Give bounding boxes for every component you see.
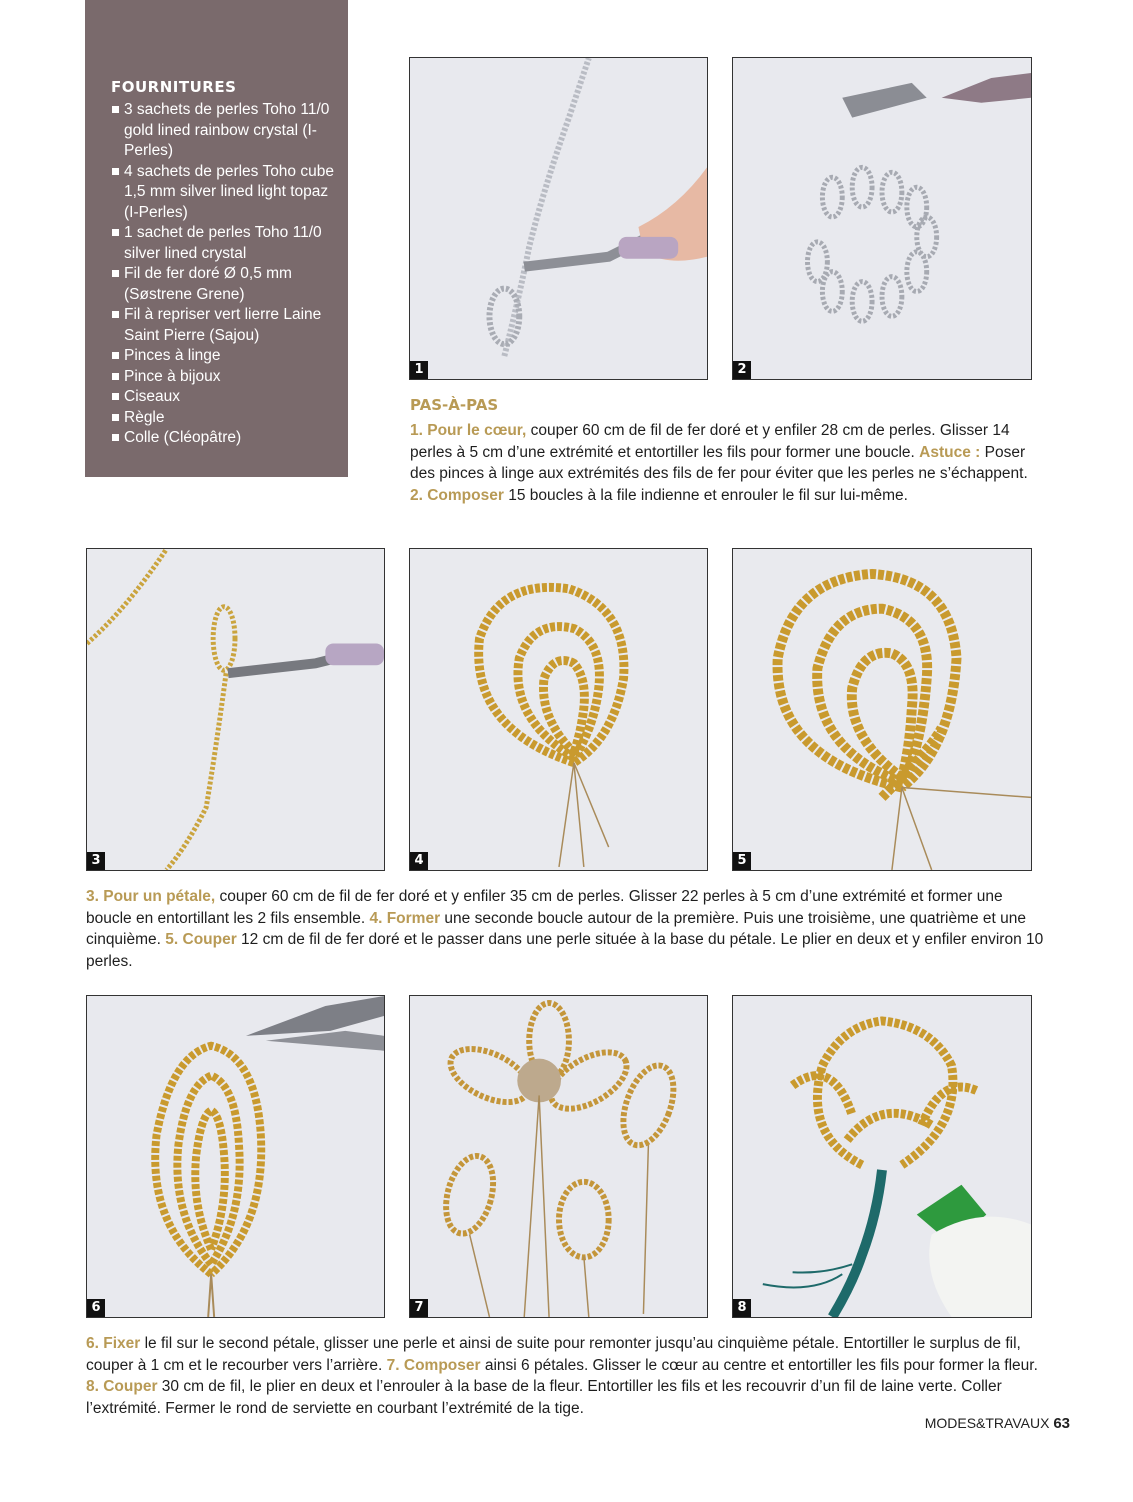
instructions-block-1 [410,420,1040,506]
photo-step-1 [409,57,708,380]
photo-step-8 [732,995,1032,1318]
supplies-title: FOURNITURES [111,78,237,96]
supplies-list [111,100,334,449]
wire-loop-illustration [410,58,707,379]
photo-number: 8 [733,1299,751,1317]
petal-loops-illustration [410,549,707,870]
petals-assembly-illustration [410,996,707,1317]
step-2-text: 15 boucles à la file indienne et enrouler le fil sur lui-même. [503,486,908,504]
steps-heading: PAS-À-PAS [410,396,499,414]
step-1-text: couper 60 cm de fil de fer doré et y enfiler 28 cm de perles. Glisser 14 perles à 5 cm d’une extrémité et entortiller les fils pour former une boucle. [410,422,1010,461]
instructions-block-3 [86,1333,1046,1419]
finished-petal-illustration [87,996,384,1317]
supplies-box [85,0,348,477]
page-footer [925,1415,1070,1432]
photo-step-4 [409,548,708,871]
supply-item: 3 sachets de perles Toho 11/0 gold lined rainbow crystal (I-Perles) [111,100,334,162]
tip-label: Astuce : [919,443,981,461]
supply-item: Règle [111,408,334,429]
photo-step-6 [86,995,385,1318]
photo-step-5 [732,548,1032,871]
step-3-text: couper 60 cm de fil de fer doré et y enfiler 35 cm de perles. Glisser 22 perles à 5 cm d’une extrémité et former une boucle en entortillant les 2 fils ensemble. [86,888,1003,927]
step-5-text: 12 cm de fil de fer doré et le passer dans une perle située à la base du pétale. Le plier en deux et y enfiler environ 10 perles. [86,931,1044,970]
bead-ring-illustration [733,58,1031,379]
supply-item: 4 sachets de perles Toho cube 1,5 mm silver lined light topaz (I-Perles) [111,162,334,224]
step-4-label: 4. Former [369,909,441,927]
step-5-label: 5. Couper [165,931,237,948]
photo-number: 5 [733,852,751,870]
step-6-label: 6. Fixer [86,1335,141,1352]
step-7-label: 7. Composer [386,1356,481,1374]
tip-text: Poser des pinces à linge aux extrémités des fils de fer pour éviter que les perles ne s’échappent. [410,443,1028,482]
supply-item: Fil à repriser vert lierre Laine Saint Pierre (Sajou) [111,305,334,346]
step-8-text: 30 cm de fil, le plier en deux et l’enrouler à la base de la fleur. Entortiller les fils et les recouvrir d’un fil de laine verte. Coller l’extrémité. Fermer le rond de serviette en courbant l’extrémité de la tige. [86,1378,1002,1417]
photo-number: 7 [410,1299,428,1317]
photo-step-7 [409,995,708,1318]
petal-wrap-illustration [733,549,1031,870]
supply-item: Pince à bijoux [111,367,334,388]
gold-loop-illustration [87,549,384,870]
photo-number: 2 [733,361,751,379]
step-1-label: 1. Pour le cœur, [410,422,527,439]
step-4-text: une seconde boucle autour de la première. Puis une troisième, une quatrième et une cinquième. [86,909,1027,948]
step-3-label: 3. Pour un pétale, [86,888,216,905]
photo-number: 6 [87,1299,105,1317]
supply-item: Pinces à linge [111,346,334,367]
magazine-name: MODES&TRAVAUX [924,1415,1050,1431]
supply-item: 1 sachet de perles Toho 11/0 silver lined crystal [111,223,334,264]
step-2-label: 2. Composer [410,486,504,504]
photo-number: 3 [87,852,105,870]
step-7-text: ainsi 6 pétales. Glisser le cœur au centre et entortiller les fils pour former la fleur. [480,1356,1038,1374]
finished-flower-illustration [733,996,1031,1317]
step-6-text: le fil sur le second pétale, glisser une perle et ainsi de suite pour remonter jusqu’au cinquième pétale. Entortiller le surplus de fil, couper à 1 cm et le recourber vers l’arrière. [86,1335,1021,1374]
photo-step-3 [86,548,385,871]
supply-item: Fil de fer doré Ø 0,5 mm (Søstrene Grene) [111,264,334,305]
supply-item: Colle (Cléopâtre) [111,428,334,449]
photo-number: 1 [410,361,428,379]
instructions-block-2 [86,886,1046,972]
photo-step-2 [732,57,1032,380]
page-number: 63 [1053,1415,1070,1432]
photo-number: 4 [410,852,428,870]
supply-item: Ciseaux [111,387,334,408]
step-8-label: 8. Couper [86,1378,158,1395]
